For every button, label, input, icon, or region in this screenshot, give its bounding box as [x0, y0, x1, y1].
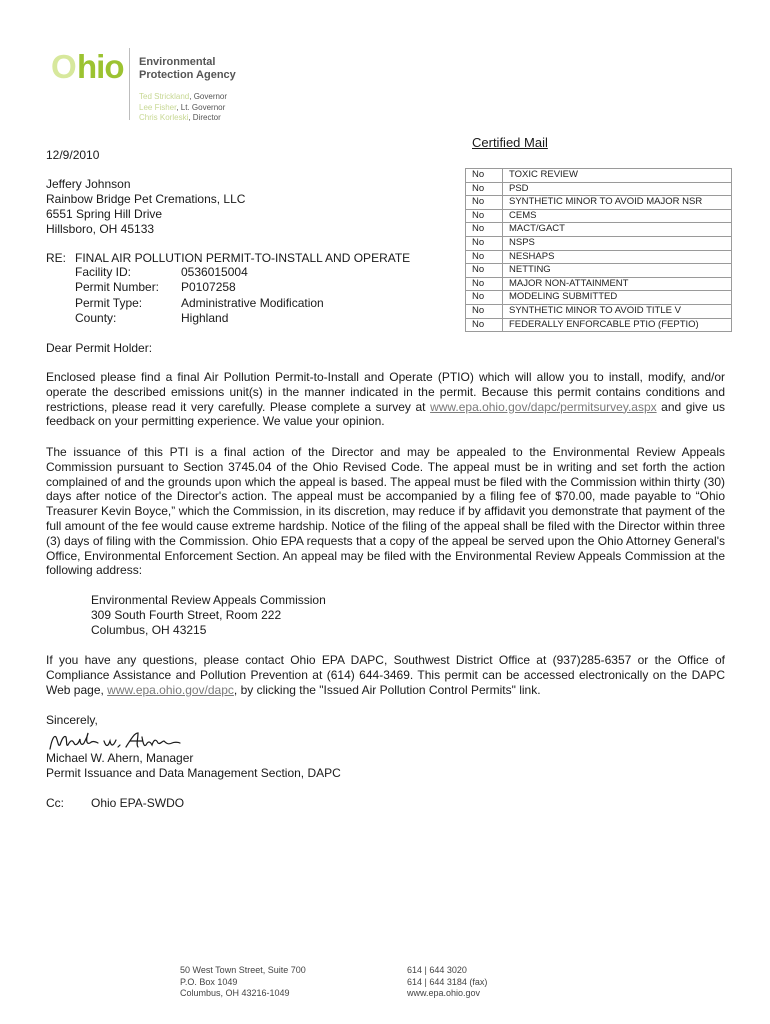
permit-type-value: Administrative Modification	[181, 296, 324, 310]
recipient-street: 6551 Spring Hill Drive	[46, 207, 163, 221]
agency-name	[139, 56, 236, 82]
permit-type-label: Permit Type:	[75, 296, 143, 310]
footer-address-line-1: 50 West Town Street, Suite 700	[180, 965, 306, 975]
review-row	[466, 223, 732, 237]
facility-id-value: 0536015004	[181, 265, 248, 279]
agency-line-1: Environmental	[139, 56, 216, 68]
county-value: Highland	[181, 311, 229, 325]
paragraph-enclosed-permit: Enclosed please find a final Air Pollution Permit-to-Install and Operate (PTIO) which will allow you to install, modify, and/or operate the described emissions unit(s) in the manner indicated in the permit. Because this permit contains conditions and restrictions, please read it very carefully. Please complete a survey at www.epa.ohio.gov/dapc/permitsurvey.aspx and give us feedback on your permitting experience. We value your opinion.	[46, 370, 726, 429]
review-row	[466, 304, 732, 318]
review-status: No	[466, 223, 503, 237]
review-status: No	[466, 264, 503, 278]
cc-label: Cc:	[46, 796, 64, 810]
review-row	[466, 209, 732, 223]
footer-address-line-2: P.O. Box 1049	[180, 976, 238, 987]
closing: Sincerely,	[46, 713, 98, 727]
recipient-name: Jeffery Johnson	[46, 177, 131, 191]
letter-date: 12/9/2010	[46, 148, 100, 162]
review-row	[466, 236, 732, 250]
official-governor: Ted Strickland, Governor	[139, 92, 228, 101]
official-lt-governor: Lee Fisher, Lt. Governor	[139, 102, 226, 112]
recipient-company: Rainbow Bridge Pet Cremations, LLC	[46, 192, 246, 206]
review-item: MACT/GACT	[503, 223, 732, 237]
permit-survey-link[interactable]: www.epa.ohio.gov/dapc/permitsurvey.aspx	[430, 399, 657, 414]
review-row	[466, 264, 732, 278]
review-status: No	[466, 209, 503, 223]
officials-list	[139, 92, 227, 124]
signer-title: Permit Issuance and Data Management Section, DAPC	[46, 766, 341, 780]
review-row	[466, 250, 732, 264]
review-item: FEDERALLY ENFORCABLE PTIO (FEPTIO)	[503, 318, 732, 332]
review-item: NETTING	[503, 264, 732, 278]
permit-number-value: P0107258	[181, 280, 236, 294]
review-item: SYNTHETIC MINOR TO AVOID MAJOR NSR	[503, 196, 732, 210]
certified-mail-label: Certified Mail	[472, 135, 548, 150]
review-row	[466, 318, 732, 332]
review-item: CEMS	[503, 209, 732, 223]
appeals-address-line-1: Environmental Review Appeals Commission	[91, 593, 326, 607]
recipient-city: Hillsboro, OH 45133	[46, 222, 155, 236]
review-item: NSPS	[503, 236, 732, 250]
footer-address	[180, 965, 306, 1000]
salutation: Dear Permit Holder:	[46, 341, 153, 355]
ohio-logo-o: O	[51, 48, 76, 85]
review-item: MODELING SUBMITTED	[503, 291, 732, 305]
review-row	[466, 169, 732, 183]
review-table	[465, 168, 732, 332]
appeals-address-line-2: 309 South Fourth Street, Room 222	[91, 608, 282, 622]
review-status: No	[466, 236, 503, 250]
review-item: TOXIC REVIEW	[503, 169, 732, 183]
review-item: MAJOR NON-ATTAINMENT	[503, 277, 732, 291]
appeals-address-line-3: Columbus, OH 43215	[91, 623, 207, 637]
re-label: RE:	[46, 251, 67, 265]
review-status: No	[466, 250, 503, 264]
review-item: PSD	[503, 182, 732, 196]
county-label: County:	[75, 311, 117, 325]
review-status: No	[466, 277, 503, 291]
review-item: NESHAPS	[503, 250, 732, 264]
facility-id-label: Facility ID:	[75, 265, 132, 279]
review-row	[466, 196, 732, 210]
paragraph-appeal: The issuance of this PTI is a final action of the Director and may be appealed to the Environmental Review Appeals Commission pursuant to Section 3745.04 of the Ohio Revised Code. The appeal must be in writing and set forth the action complained of and the grounds upon which the appeal is based. The appeal must be filed with the Commission within thirty (30) days after notice of the Director's action. The appeal must be accompanied by a filing fee of $70.00, made payable to “Ohio Treasurer Kevin Boyce,” which the Commission, in its discretion, may reduce if by affidavit you demonstrate that payment of the full amount of the fee would cause extreme hardship. Notice of the filing of the appeal shall be filed with the Director within three (3) days of filing with the Commission. Ohio EPA requests that a copy of the appeal be served upon the Ohio Attorney General's Office, Environmental Enforcement Section. An appeal may be filed with the Environmental Review Appeals Commission at the following address:	[46, 445, 725, 578]
review-status: No	[466, 291, 503, 305]
review-status: No	[466, 304, 503, 318]
footer-website: www.epa.ohio.gov	[407, 988, 481, 998]
footer-fax: 614 | 644 3184 (fax)	[407, 976, 488, 987]
footer-phone: 614 | 644 3020	[407, 965, 467, 975]
review-status: No	[466, 196, 503, 210]
footer-address-line-3: Columbus, OH 43216-1049	[180, 988, 290, 998]
review-status: No	[466, 169, 503, 183]
permit-number-label: Permit Number:	[75, 280, 160, 294]
re-title: FINAL AIR POLLUTION PERMIT-TO-INSTALL AND OPERATE	[75, 251, 411, 265]
review-status: No	[466, 182, 503, 196]
signer-name: Michael W. Ahern, Manager	[46, 751, 194, 765]
review-item: SYNTHETIC MINOR TO AVOID TITLE V	[503, 304, 732, 318]
footer-contact	[407, 965, 487, 1000]
official-director: Chris Korleski, Director	[139, 113, 221, 122]
paragraph-questions: If you have any questions, please contact Ohio EPA DAPC, Southwest District Office at (937)285-6357 or the Office of Compliance Assistance and Pollution Prevention at (614) 644-3469. This permit can be accessed electronically on the DAPC Web page, www.epa.ohio.gov/dapc, by clicking the "Issued Air Pollution Control Permits" link.	[46, 653, 725, 697]
review-row	[466, 277, 732, 291]
agency-line-2: Protection Agency	[139, 69, 236, 81]
review-row	[466, 291, 732, 305]
logo-divider	[129, 48, 130, 120]
dapc-web-link[interactable]: www.epa.ohio.gov/dapc	[107, 682, 234, 697]
review-status: No	[466, 318, 503, 332]
cc-value: Ohio EPA-SWDO	[91, 796, 185, 810]
review-row	[466, 182, 732, 196]
ohio-logo-text: hio	[77, 48, 124, 85]
